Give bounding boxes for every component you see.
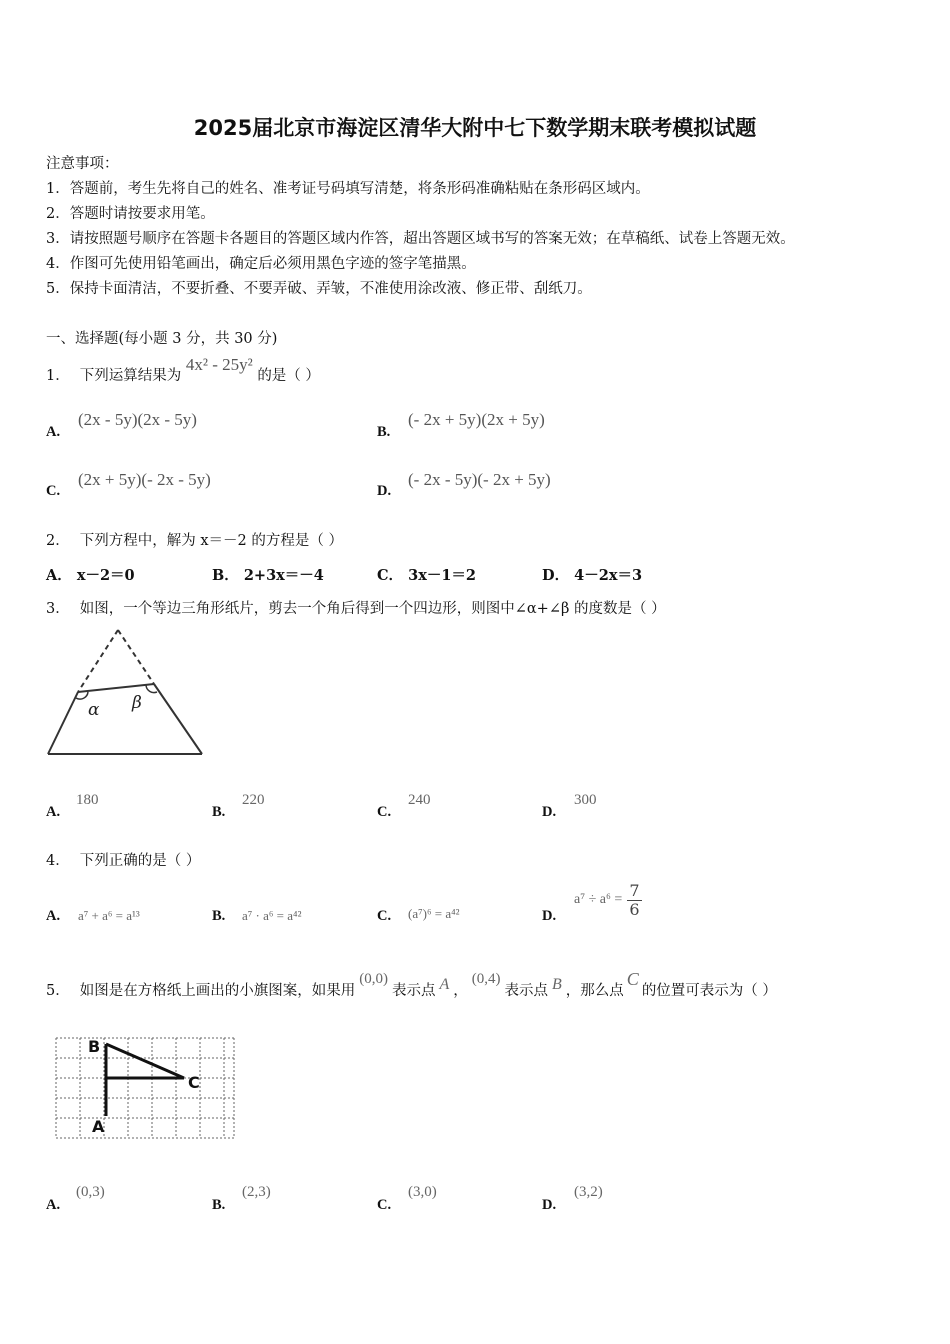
option-2b[interactable]: B． 2+3x＝－4 bbox=[212, 567, 324, 584]
point-b-label: B bbox=[88, 1037, 101, 1056]
beta-label: β bbox=[132, 693, 142, 713]
option-text: (- 2x + 5y)(2x + 5y) bbox=[408, 410, 545, 429]
question-text: 下列方程中，解为 x＝－2 的方程是（ ） bbox=[79, 533, 343, 549]
question-number: 1． bbox=[46, 368, 70, 384]
question-5: 5． 如图是在方格纸上画出的小旗图案，如果用(0,0)表示点 A ，(0,4)表示点 B ，那么点C的位置可表示为（ ） bbox=[46, 969, 777, 999]
question-1 bbox=[46, 355, 320, 385]
section-heading: 一、选择题(每小题 3 分，共 30 分) bbox=[46, 331, 278, 347]
question-text: 下列正确的是（ ） bbox=[79, 853, 201, 869]
triangle-figure bbox=[40, 622, 220, 762]
question-number: 2． bbox=[46, 533, 70, 549]
note-item: 5．保持卡面清洁，不要折叠、不要弄破、弄皱，不准使用涂改液、修正带、刮纸刀。 bbox=[46, 281, 592, 297]
option-label[interactable]: C. bbox=[377, 908, 392, 924]
question-3 bbox=[46, 597, 666, 618]
option-label[interactable]: A. bbox=[46, 908, 61, 924]
question-2 bbox=[46, 529, 343, 550]
option-label[interactable]: B. bbox=[212, 908, 226, 924]
option-label[interactable]: D. bbox=[377, 483, 392, 499]
grid-flag-figure bbox=[52, 1034, 238, 1144]
option-label[interactable]: C. bbox=[46, 483, 61, 499]
option-text: (- 2x - 5y)(- 2x + 5y) bbox=[408, 470, 551, 489]
option-text: a⁷ + a⁶ = a¹³ bbox=[78, 908, 140, 923]
math-expression: 4x² - 25y² bbox=[185, 355, 253, 374]
option-4d-expr: a⁷ ÷ a⁶ = $\frac{7}{6}$ bbox=[574, 881, 640, 919]
question-text: 的是（ ） bbox=[257, 368, 320, 384]
alpha-label: α bbox=[88, 700, 100, 720]
question-number: 3． bbox=[46, 601, 70, 617]
option-label[interactable]: B. bbox=[377, 424, 391, 440]
note-item: 4．作图可先使用铅笔画出，确定后必须用黑色字迹的签字笔描黑。 bbox=[46, 256, 476, 272]
option-text: a⁷ · a⁶ = a⁴² bbox=[242, 908, 302, 923]
option-label[interactable]: A. bbox=[46, 424, 61, 440]
option-text: (3,0) bbox=[408, 1184, 437, 1200]
point-a-label: A bbox=[92, 1117, 105, 1136]
option-2c[interactable]: C． 3x－1＝2 bbox=[377, 567, 477, 584]
option-label[interactable]: D. bbox=[542, 908, 557, 924]
option-text: (2,3) bbox=[242, 1184, 271, 1200]
option-label[interactable]: C. bbox=[377, 804, 392, 820]
option-text: (0,3) bbox=[76, 1184, 105, 1200]
option-label[interactable]: D. bbox=[542, 804, 557, 820]
question-number: 4． bbox=[46, 853, 70, 869]
point-c-label: C bbox=[188, 1073, 200, 1092]
note-item: 2．答题时请按要求用笔。 bbox=[46, 206, 215, 222]
note-item: 1．答题前，考生先将自己的姓名、准考证号码填写清楚，将条形码准确粘贴在条形码区域内。 bbox=[46, 181, 650, 197]
fraction: $\frac{7}{6}$ bbox=[629, 881, 640, 919]
option-label[interactable]: B. bbox=[212, 1197, 226, 1213]
option-label[interactable]: A. bbox=[46, 1197, 61, 1213]
option-text: (2x + 5y)(- 2x - 5y) bbox=[78, 470, 211, 489]
option-text: (2x - 5y)(2x - 5y) bbox=[78, 410, 197, 429]
option-text: 220 bbox=[242, 792, 265, 808]
page-title: 2025届北京市海淀区清华大附中七下数学期末联考模拟试题 bbox=[193, 116, 757, 140]
option-2d[interactable]: D． 4－2x＝3 bbox=[542, 567, 643, 584]
option-text: 180 bbox=[76, 792, 99, 808]
question-text: 下列运算结果为 bbox=[79, 368, 182, 384]
option-text: (3,2) bbox=[574, 1184, 603, 1200]
option-text: 240 bbox=[408, 792, 431, 808]
option-label[interactable]: C. bbox=[377, 1197, 392, 1213]
option-2a[interactable]: A． x－2＝0 bbox=[46, 567, 135, 584]
note-item: 3．请按照题号顺序在答题卡各题目的答题区域内作答，超出答题区域书写的答案无效；在草稿纸、试卷上答题无效。 bbox=[46, 231, 795, 247]
option-text: (a⁷)⁶ = a⁴² bbox=[408, 906, 460, 921]
option-label[interactable]: A. bbox=[46, 804, 61, 820]
option-label[interactable]: B. bbox=[212, 804, 226, 820]
question-number: 5． bbox=[46, 983, 70, 999]
notes-heading: 注意事项： bbox=[46, 156, 119, 172]
option-text: 300 bbox=[574, 792, 597, 808]
question-text: 如图，一个等边三角形纸片，剪去一个角后得到一个四边形，则图中∠α+∠β 的度数是（ ） bbox=[79, 601, 666, 617]
question-4 bbox=[46, 849, 200, 870]
option-label[interactable]: D. bbox=[542, 1197, 557, 1213]
